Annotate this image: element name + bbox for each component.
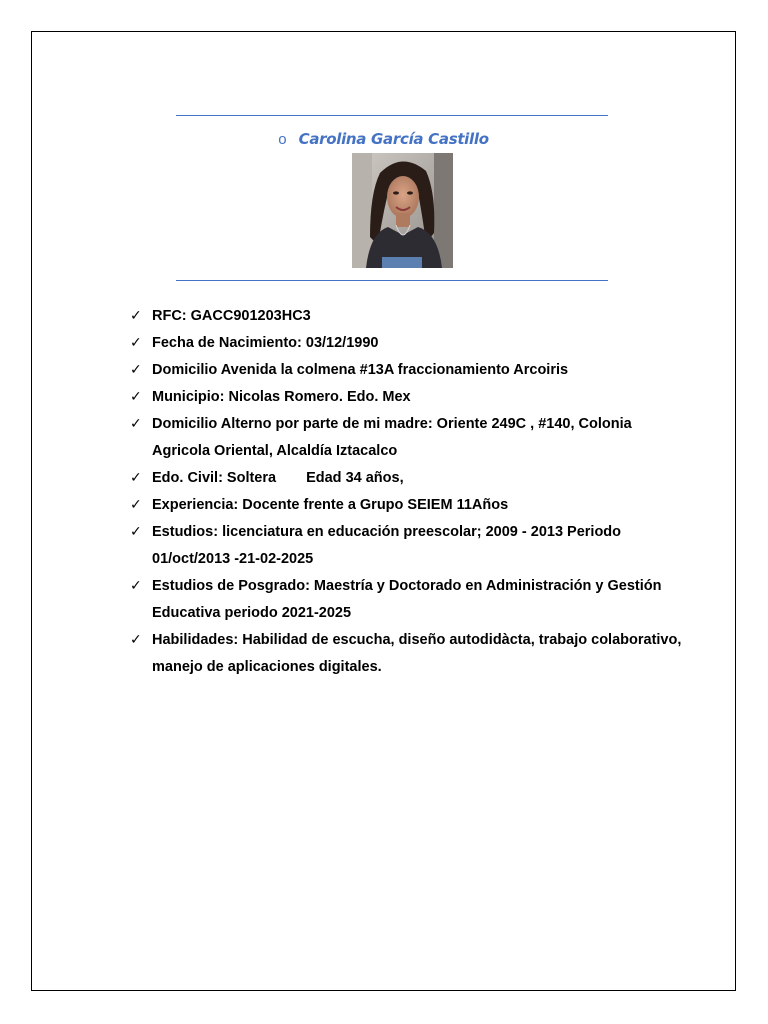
check-icon: ✓ [130,389,142,405]
check-icon: ✓ [130,497,142,513]
list-item: ✓ Domicilio Avenida la colmena #13A fraccionamiento Arcoiris [130,357,690,384]
check-icon: ✓ [130,470,142,486]
document-page [31,31,736,991]
bottom-divider [176,280,608,281]
check-icon: ✓ [130,308,142,324]
heading-bullet: o [278,131,287,148]
list-item: ✓ Experiencia: Docente frente a Grupo SEIEM 11Años [130,492,690,519]
list-item: ✓ Habilidades: Habilidad de escucha, diseño autodidàcta, trabajo colaborativo, manejo de aplicaciones digitales. [130,627,690,681]
list-item: ✓ RFC: GACC901203HC3 [130,303,690,330]
list-item: ✓ Municipio: Nicolas Romero. Edo. Mex [130,384,690,411]
check-icon: ✓ [130,524,142,540]
list-item: ✓ Edo. Civil: Soltera Edad 34 años, [130,465,690,492]
top-divider [176,115,608,116]
check-icon: ✓ [130,335,142,351]
list-item: ✓ Estudios de Posgrado: Maestría y Doctorado en Administración y Gestión Educativa periodo 2021-2025 [130,573,690,627]
check-icon: ✓ [130,416,142,432]
person-name: Carolina García Castillo [298,130,489,148]
check-icon: ✓ [130,632,142,648]
info-list [130,303,690,681]
name-heading [32,130,735,149]
list-item: ✓ Domicilio Alterno por parte de mi madre: Oriente 249C , #140, Colonia Agricola Oriental, Alcaldía Iztacalco [130,411,690,465]
list-item: ✓ Estudios: licenciatura en educación preescolar; 2009 - 2013 Periodo 01/oct/2013 -21-02-2025 [130,519,690,573]
check-icon: ✓ [130,362,142,378]
list-item: ✓ Fecha de Nacimiento: 03/12/1990 [130,330,690,357]
profile-photo [352,153,453,268]
check-icon: ✓ [130,578,142,594]
